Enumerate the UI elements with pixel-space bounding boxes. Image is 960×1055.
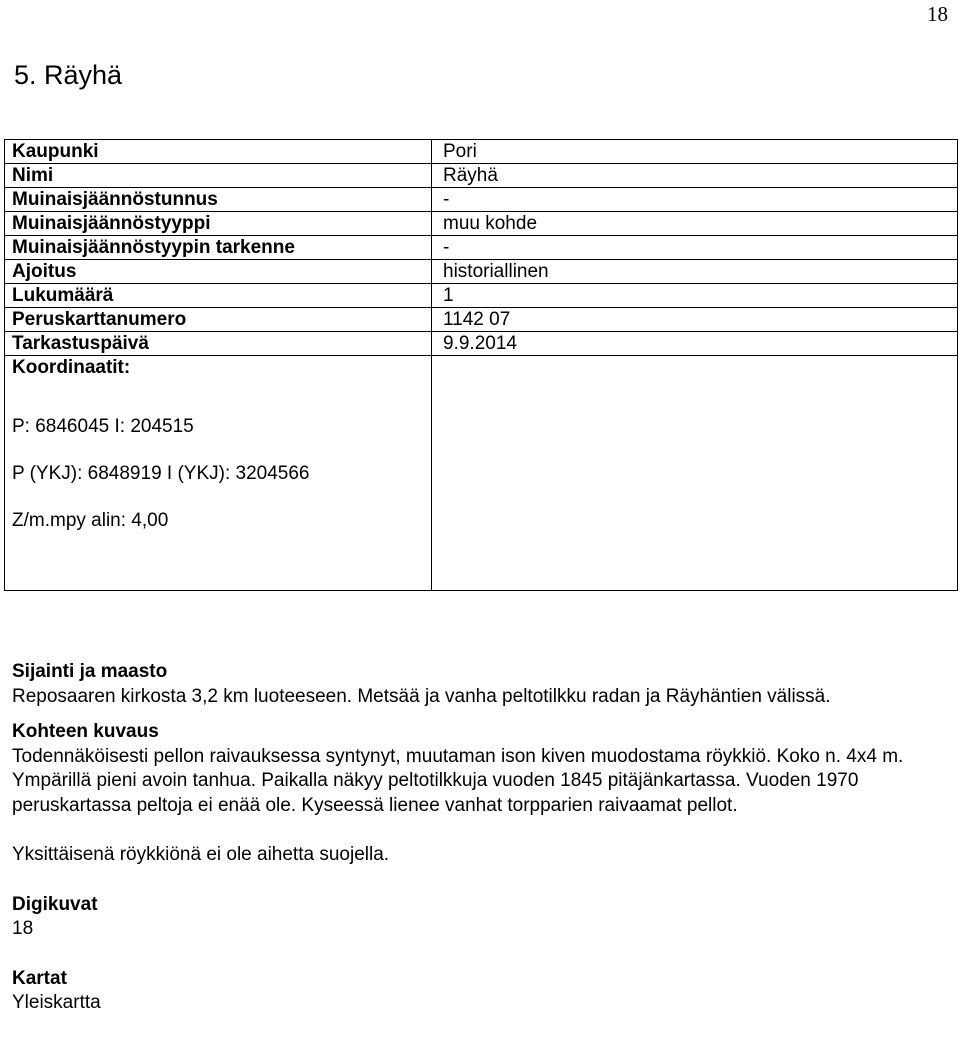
table-row — [5, 140, 958, 164]
row-value: 1 — [432, 284, 958, 308]
location-heading: Sijainti ja maasto — [12, 661, 168, 682]
maps-heading: Kartat — [12, 967, 67, 989]
description-paragraph-2: Yksittäisenä röykkiönä ei ole aihetta suojella. — [12, 844, 390, 865]
table-row — [5, 260, 958, 284]
coordinates-cell — [5, 356, 432, 591]
row-value: - — [432, 188, 958, 212]
row-label: Kaupunki — [5, 140, 432, 164]
table-row — [5, 308, 958, 332]
table-row — [5, 164, 958, 188]
table-row — [5, 332, 958, 356]
photos-heading: Digikuvat — [12, 893, 98, 915]
table-row — [5, 284, 958, 308]
row-label: Peruskarttanumero — [5, 308, 432, 332]
row-label: Muinaisjäännöstunnus — [5, 188, 432, 212]
row-value: 1142 07 — [432, 308, 958, 332]
row-value: historiallinen — [432, 260, 958, 284]
description-paragraph-1: Todennäköisesti pellon raivauksessa syntynyt, muutaman ison kiven muodostama röykkiö. Koko n. 4x4 m. Ympärillä pieni avoin tanhua. Paikalla näkyy peltotilkkuja vuoden 1845 pitäjänkartassa. Vuoden 1970 peruskartassa peltoja ei enää ole. Kyseessä lienee vanhat torpparien raivaamat pellot. — [12, 745, 904, 816]
site-info-table — [4, 139, 958, 591]
row-label: Muinaisjäännöstyyppi — [5, 212, 432, 236]
coordinates-row — [5, 356, 958, 591]
site-description — [12, 660, 947, 1016]
row-value: Pori — [432, 140, 958, 164]
row-label: Muinaisjäännöstyypin tarkenne — [5, 236, 432, 260]
maps-text: Yleiskartta — [12, 992, 101, 1013]
description-heading: Kohteen kuvaus — [12, 721, 159, 742]
row-value: Räyhä — [432, 164, 958, 188]
coordinate-line-wgs: P: 6846045 I: 204515 — [12, 416, 194, 437]
page-number: 18 — [927, 2, 948, 26]
location-text: Reposaaren kirkosta 3,2 km luoteeseen. Metsää ja vanha peltotilkku radan ja Räyhäntien välissä. — [12, 685, 831, 707]
row-value: muu kohde — [432, 212, 958, 236]
photos-text: 18 — [12, 918, 34, 939]
coordinate-line-ykj: P (YKJ): 6848919 I (YKJ): 3204566 — [12, 463, 310, 484]
coordinates-label: Koordinaatit: — [12, 357, 131, 378]
coordinates-empty-cell — [432, 356, 958, 591]
row-label: Ajoitus — [5, 260, 432, 284]
table-row — [5, 236, 958, 260]
section-title: 5. Räyhä — [14, 60, 123, 90]
coordinate-line-elevation: Z/m.mpy alin: 4,00 — [12, 510, 169, 531]
row-label: Lukumäärä — [5, 284, 432, 308]
row-value: 9.9.2014 — [432, 332, 958, 356]
row-value: - — [432, 236, 958, 260]
table-row — [5, 212, 958, 236]
row-label: Tarkastuspäivä — [5, 332, 432, 356]
table-row — [5, 188, 958, 212]
row-label: Nimi — [5, 164, 432, 188]
